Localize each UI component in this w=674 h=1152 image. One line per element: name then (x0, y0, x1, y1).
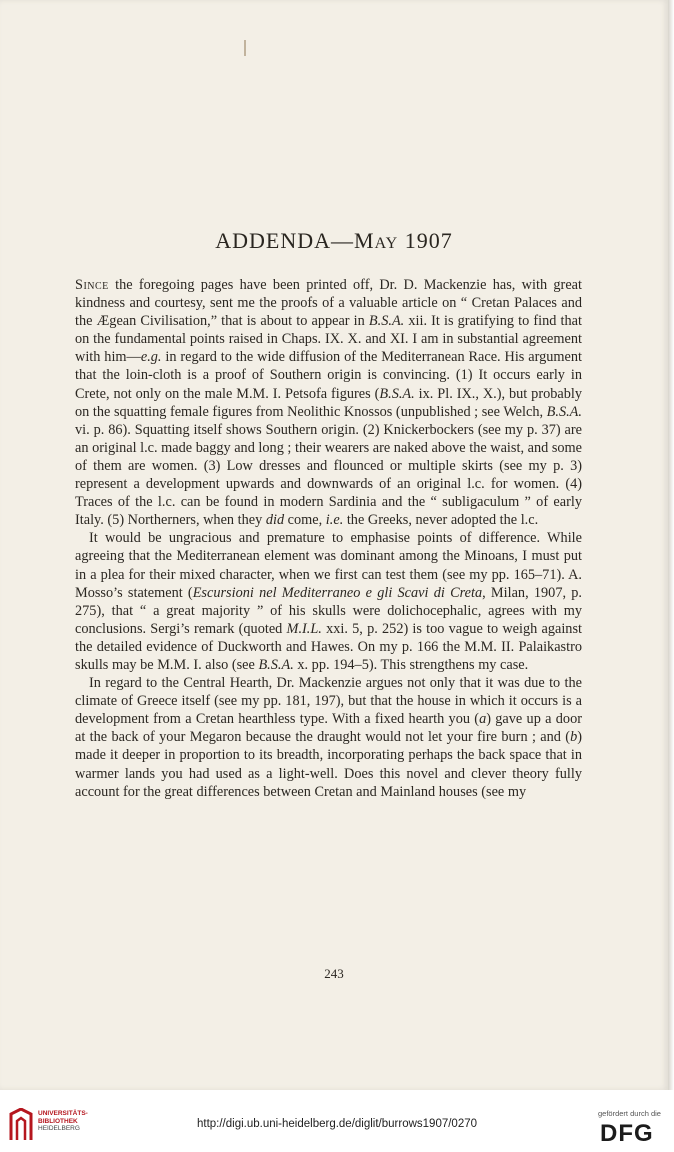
page-edge (668, 0, 674, 1090)
page-title: ADDENDA—MAY 1907 (215, 228, 453, 253)
ink-mark (244, 40, 246, 56)
paragraph-1: Since the foregoing pages have been printed off, Dr. D. Mackenzie has, with great kindness and courtesy, sent me the proofs of a valuable article on “ Cretan Palaces and the Ægean Civilisation,” that is about to appear in B.S.A. xii. It is gratifying to find that on the fundamental points raised in Chaps. IX. X. and XI. I am in substantial agreement with him—e.g. in regard to the wide diffusion of the Mediterranean Race. His argument that the loin-cloth is a proof of Southern origin is convincing. (1) It occurs early in Crete, not only on the male M.M. I. Petsofa figures (B.S.A. ix. Pl. IX., X.), but probably on the squatting female figures from Neolithic Knossos (unpublished ; see Welch, B.S.A. vi. p. 86). Squatting itself shows Southern origin. (2) Knickerbockers (see my p. 37) are an original l.c. made baggy and long ; their wearers are naked above the waist, and some of them are women. (3) Low dresses and flounced or multiple skirts (see my p. 3) represent a development upwards and downwards of an original l.c. for women. (4) Traces of the l.c. can be found in modern Sardinia and the “ subligaculum ” of early Italy. (5) Northerners, when they did come, i.e. the Greeks, never adopted the l.c. (75, 277, 583, 529)
university-library-name: UNIVERSITÄTS- BIBLIOTHEK HEIDELBERG (38, 1110, 88, 1132)
dfg-logo: DFG (600, 1120, 654, 1147)
permalink-url[interactable]: http://digi.ub.uni-heidelberg.de/diglit/burrows1907/0270 (196, 1118, 478, 1130)
paragraph-2: It would be ungracious and premature to emphasise points of difference. While agreeing that the Mediterranean element was dominant among the Minoans, I must put in a plea for their mixed character, when we first can test them (see my pp. 165–71). A. Mosso’s statement (Escursioni nel Mediterraneo e gli Scavi di Creta, Milan, 1907, p. 275), that “ a great majority ” of his skulls were dolichocephalic, agrees with my conclusions. Sergi’s remark (quoted M.I.L. xxi. 5, p. 252) is too vague to weigh against the detailed evidence of Duckworth and Hawes. On my p. 166 the M.M. II. Palaikastro skulls may be M.M. I. also (see B.S.A. x. pp. 194–5). This strengthens my case. (75, 530, 582, 673)
funding-label: gefördert durch die (598, 1109, 661, 1118)
paragraph-3: In regard to the Central Hearth, Dr. Mackenzie argues not only that it was due to the climate of Greece itself (see my pp. 181, 197), but that the house in which it occurs is a development from a Cretan hearthless type. With a fixed hearth you (a) gave up a door at the back of your Megaron because the draught would not let your fire burn ; and (b) made it deeper in proportion to its breadth, incorporating perhaps the back space that in warmer lands you had used as a light-well. Does this novel and clever theory fully account for the great differences between Cretan and Mainland houses (see my (75, 675, 582, 800)
body-text (75, 276, 582, 801)
page-number: 243 (324, 966, 344, 981)
